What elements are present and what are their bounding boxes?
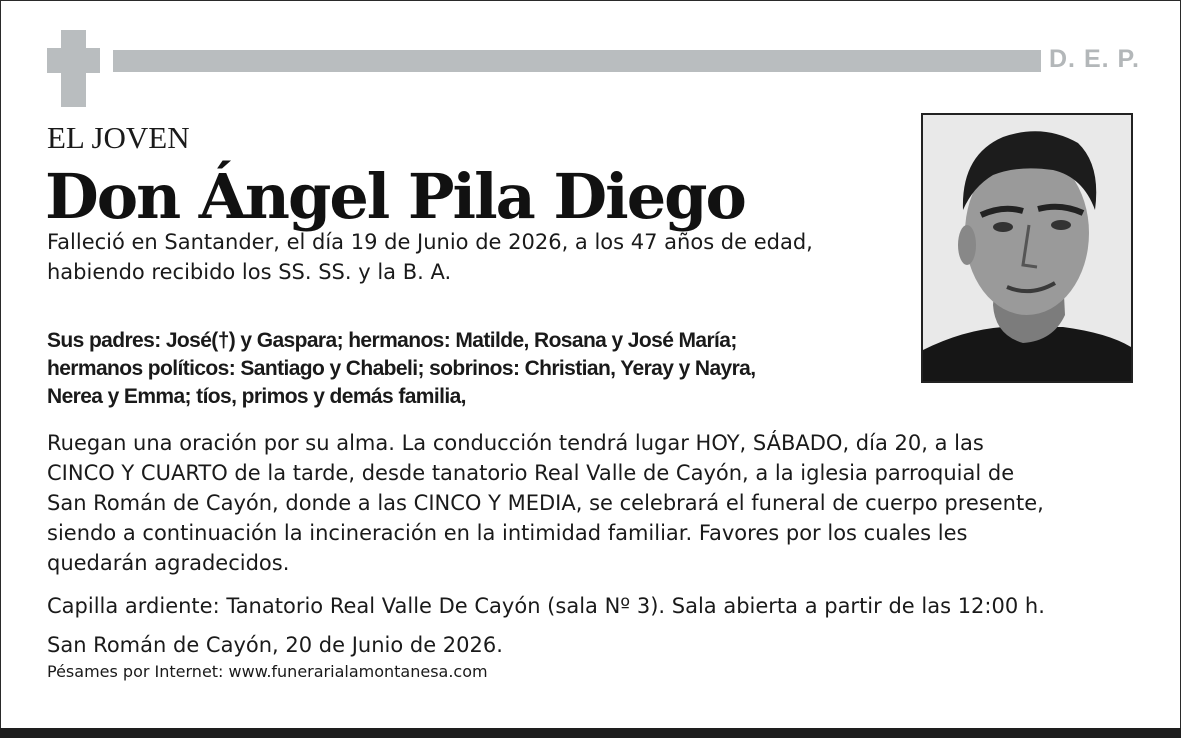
service-line: CINCO Y CUARTO de la tarde, desde tanatorio Real Valle de Cayón, a la iglesia parroquial de bbox=[47, 461, 1015, 485]
subtitle: EL JOVEN bbox=[47, 120, 190, 155]
cross-horizontal-bar bbox=[47, 48, 100, 73]
death-notice-line: habiendo recibido los SS. SS. y la B. A. bbox=[47, 260, 452, 284]
deceased-name: Don Ángel Pila Diego bbox=[45, 160, 745, 233]
place-date: San Román de Cayón, 20 de Junio de 2026. bbox=[47, 633, 503, 657]
portrait-illustration bbox=[923, 115, 1131, 381]
dep-label: D. E. P. bbox=[1049, 45, 1140, 73]
death-notice-line: Falleció en Santander, el día 19 de Junio de 2026, a los 47 años de edad, bbox=[47, 230, 813, 254]
service-line: siendo a continuación la incineración en la intimidad familiar. Favores por los cuales les bbox=[47, 521, 968, 545]
family-list bbox=[47, 327, 756, 411]
service-line: San Román de Cayón, donde a las CINCO Y MEDIA, se celebrará el funeral de cuerpo presente, bbox=[47, 491, 1044, 515]
service-line: Ruegan una oración por su alma. La conducción tendrá lugar HOY, SÁBADO, día 20, a las bbox=[47, 431, 984, 455]
portrait-photo bbox=[921, 113, 1133, 383]
family-line: hermanos políticos: Santiago y Chabeli; sobrinos: Christian, Yeray y Nayra, bbox=[47, 357, 756, 380]
chapel-info: Capilla ardiente: Tanatorio Real Valle De Cayón (sala Nº 3). Sala abierta a partir de las 12:00 h. bbox=[47, 594, 1045, 618]
service-details bbox=[47, 428, 1044, 578]
bottom-border bbox=[0, 728, 1181, 738]
death-notice bbox=[47, 227, 813, 287]
condolences-link[interactable]: Pésames por Internet: www.funerarialamontanesa.com bbox=[47, 662, 488, 681]
family-line: Nerea y Emma; tíos, primos y demás familia, bbox=[47, 385, 466, 408]
header-rule bbox=[113, 50, 1041, 72]
family-line: Sus padres: José(†) y Gaspara; hermanos: Matilde, Rosana y José María; bbox=[47, 329, 737, 352]
service-line: quedarán agradecidos. bbox=[47, 551, 290, 575]
